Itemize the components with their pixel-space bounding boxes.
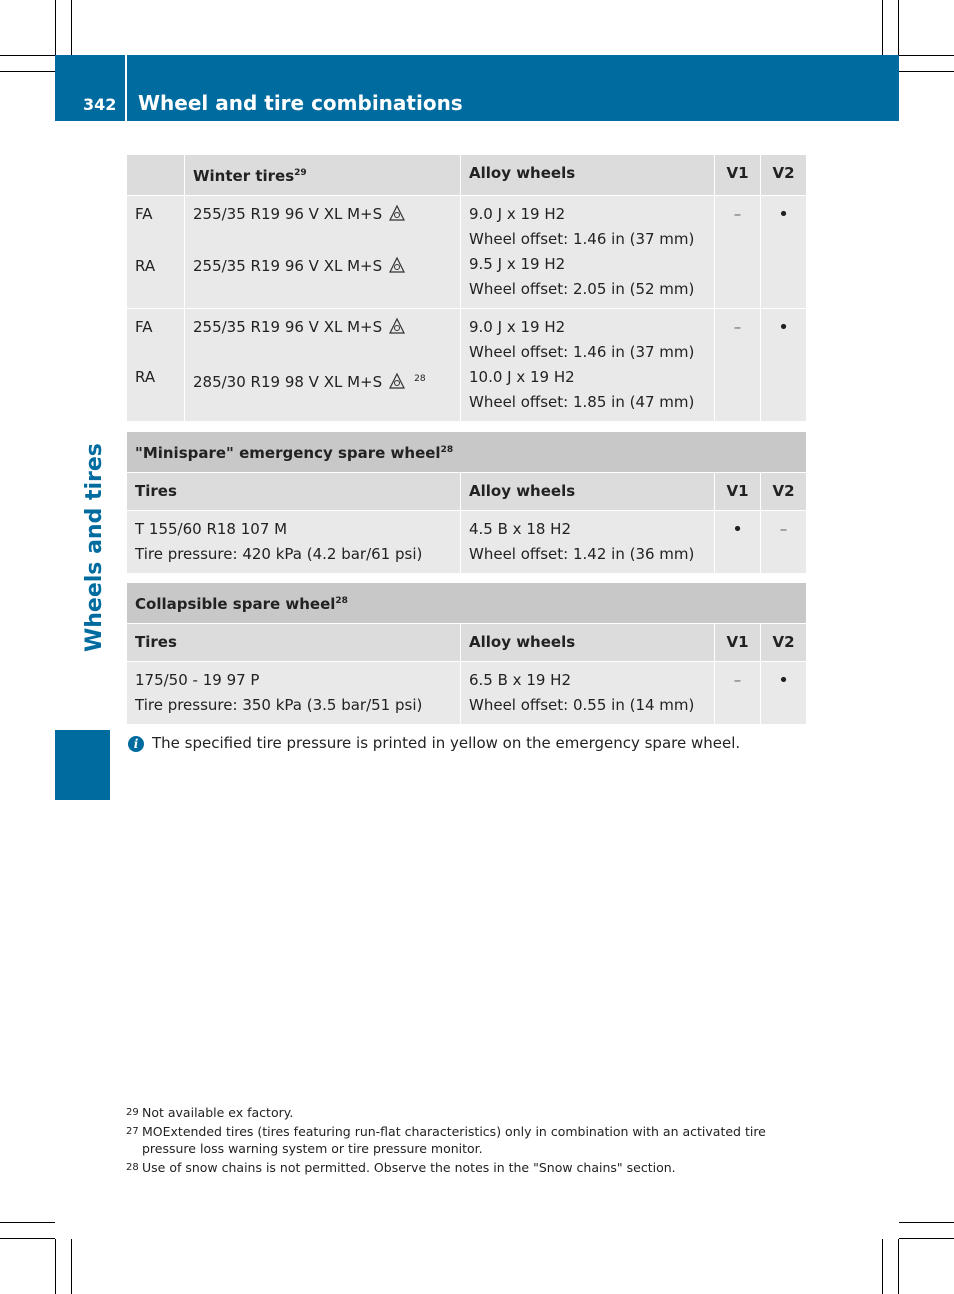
table-row: [127, 309, 807, 422]
v1-header: V1: [715, 473, 761, 511]
crop-mark: [71, 0, 72, 55]
minispare-table: [126, 431, 807, 574]
v2-header: V2: [761, 155, 807, 196]
info-text: The specified tire pressure is printed in yellow on the emergency spare wheel.: [152, 734, 741, 752]
v2-header: V2: [761, 473, 807, 511]
footnotes: [126, 1104, 811, 1178]
wheel-cell: 9.0 J x 19 H2 Wheel offset: 1.46 in (37 mm) 9.5 J x 19 H2 Wheel offset: 2.05 in (52 mm): [461, 196, 715, 309]
tire-cell: T 155/60 R18 107 M Tire pressure: 420 kPa (4.2 bar/61 psi): [127, 511, 461, 574]
crop-mark: [0, 1238, 55, 1239]
axle-cell: FA RA: [127, 196, 185, 309]
crop-mark: [882, 1239, 883, 1294]
table-header-row: [127, 155, 807, 196]
axle-cell: FA RA: [127, 309, 185, 422]
snowflake-mountain-icon: [388, 256, 406, 274]
table-row: [127, 196, 807, 309]
page-header: [55, 55, 899, 121]
crop-mark: [882, 0, 883, 55]
tires-header: Tires: [127, 473, 461, 511]
side-tab-marker: [55, 730, 110, 800]
side-tab-label: Wheels and tires: [82, 443, 107, 652]
crop-mark: [899, 71, 954, 72]
alloy-wheels-header: Alloy wheels: [461, 155, 715, 196]
v2-cell: •: [761, 662, 807, 725]
axle-header: [127, 155, 185, 196]
page-number: 342: [83, 95, 117, 114]
table-caption-row: [127, 432, 807, 473]
crop-mark: [898, 1239, 899, 1294]
snowflake-mountain-icon: [388, 317, 406, 335]
table-row: [127, 511, 807, 574]
crop-mark: [898, 0, 899, 55]
section-title: Wheel and tire combinations: [138, 91, 463, 115]
wheel-cell: 9.0 J x 19 H2 Wheel offset: 1.46 in (37 mm) 10.0 J x 19 H2 Wheel offset: 1.85 in (47 mm): [461, 309, 715, 422]
crop-mark: [0, 1222, 55, 1223]
v1-cell: –: [715, 662, 761, 725]
crop-mark: [899, 1222, 954, 1223]
snowflake-mountain-icon: [388, 372, 406, 390]
wheel-cell: 6.5 B x 19 H2 Wheel offset: 0.55 in (14 mm): [461, 662, 715, 725]
winter-tires-table: [126, 154, 807, 422]
v1-cell: –: [715, 309, 761, 422]
footnote: 27 MOExtended tires (tires featuring run-flat characteristics) only in combination with an activated tire pressure loss warning system or tire pressure monitor.: [126, 1124, 766, 1156]
footnote: 29 Not available ex factory.: [126, 1105, 294, 1120]
header-divider: [125, 55, 127, 121]
v2-header: V2: [761, 624, 807, 662]
minispare-caption: "Minispare" emergency spare wheel$^{28}$: [127, 432, 807, 473]
v2-cell: –: [761, 511, 807, 574]
v1-cell: –: [715, 196, 761, 309]
footnote: 28 Use of snow chains is not permitted. Observe the notes in the "Snow chains" section.: [126, 1160, 676, 1175]
table-caption-row: [127, 583, 807, 624]
v1-cell: •: [715, 511, 761, 574]
crop-mark: [0, 55, 55, 56]
crop-mark: [71, 1239, 72, 1294]
snowflake-mountain-icon: [388, 204, 406, 222]
table-header-row: [127, 473, 807, 511]
wheel-cell: 4.5 B x 18 H2 Wheel offset: 1.42 in (36 mm): [461, 511, 715, 574]
winter-tires-header: Winter tires$^{29}$: [185, 155, 461, 196]
collapsible-caption: Collapsible spare wheel$^{28}$: [127, 583, 807, 624]
tire-cell: 255/35 R19 96 V XL M+S 285/30 R19 98 V XL M+S $^{28}$: [185, 309, 461, 422]
v1-header: V1: [715, 155, 761, 196]
v1-header: V1: [715, 624, 761, 662]
collapsible-spare-table: [126, 582, 807, 725]
info-note: [128, 734, 740, 752]
tire-cell: 175/50 - 19 97 P Tire pressure: 350 kPa (3.5 bar/51 psi): [127, 662, 461, 725]
alloy-wheels-header: Alloy wheels: [461, 473, 715, 511]
info-icon: i: [128, 736, 144, 752]
alloy-wheels-header: Alloy wheels: [461, 624, 715, 662]
v2-cell: •: [761, 309, 807, 422]
crop-mark: [0, 71, 55, 72]
tire-cell: 255/35 R19 96 V XL M+S 255/35 R19 96 V XL M+S: [185, 196, 461, 309]
crop-mark: [899, 1238, 954, 1239]
crop-mark: [899, 55, 954, 56]
tires-header: Tires: [127, 624, 461, 662]
table-header-row: [127, 624, 807, 662]
crop-mark: [55, 1239, 56, 1294]
crop-mark: [55, 0, 56, 55]
v2-cell: •: [761, 196, 807, 309]
table-row: [127, 662, 807, 725]
